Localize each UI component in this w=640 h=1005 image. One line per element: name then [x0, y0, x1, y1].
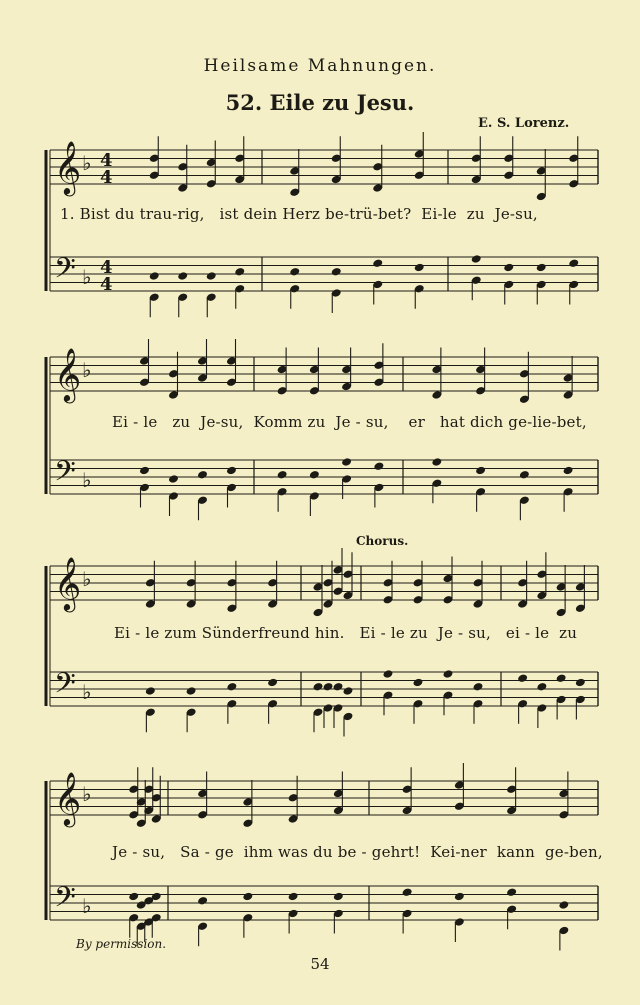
notehead — [234, 267, 245, 277]
notehead — [536, 263, 547, 273]
section-heading: Heilsame Mahnungen. — [203, 56, 437, 76]
flat-sign: ♭ — [82, 782, 92, 806]
lyric-line-2: Ei - le zu Je-su, Komm zu Je - su, er hat dich ge-lie-bet, — [112, 413, 587, 431]
treble-clef: 𝄞 — [54, 556, 82, 610]
bass-clef: 𝄢 — [54, 455, 76, 495]
notehead — [309, 470, 320, 480]
composer-credit: E. S. Lorenz. — [478, 116, 570, 131]
hymn-title: 52. Eile zu Jesu. — [225, 90, 415, 115]
notehead — [242, 892, 253, 902]
notehead — [139, 466, 150, 476]
flat-sign: ♭ — [82, 358, 92, 382]
lyric-line-4: Je - su, Sa - ge ihm was du be - gehrt! Kei-ner kann ge-ben, — [112, 843, 603, 861]
notehead — [267, 678, 278, 688]
notehead — [575, 678, 586, 688]
notehead — [558, 900, 569, 910]
notehead — [413, 678, 424, 688]
time-signature-bottom: 4 — [100, 274, 113, 295]
notehead — [373, 461, 384, 471]
time-signature-bottom: 4 — [100, 167, 113, 188]
notehead — [402, 887, 413, 897]
treble-clef: 𝄞 — [54, 347, 82, 401]
notehead — [519, 470, 530, 480]
time-signature-top: 4 — [100, 150, 113, 171]
notehead — [177, 271, 188, 281]
page-number: 54 — [310, 955, 330, 973]
treble-clef: 𝄞 — [54, 140, 82, 194]
notehead — [473, 682, 484, 692]
flat-sign: ♭ — [82, 894, 92, 918]
notehead — [197, 470, 208, 480]
lyric-line-1: 1. Bist du trau-rig, ist dein Herz be-trü-bet? Ei-le zu Je-su, — [60, 205, 538, 223]
notehead — [186, 686, 197, 696]
lyric-line-3: Ei - le zum Sünderfreund hin. Ei - le zu Je - su, ei - le zu — [114, 624, 578, 642]
notehead — [383, 669, 394, 679]
notehead — [226, 466, 237, 476]
notehead — [149, 271, 160, 281]
time-signature-top: 4 — [100, 257, 113, 278]
notehead — [289, 267, 300, 277]
notehead — [341, 457, 352, 467]
bass-clef: 𝄢 — [54, 252, 76, 292]
notehead — [536, 682, 547, 692]
notehead — [197, 896, 208, 906]
notehead — [475, 466, 486, 476]
notehead — [128, 892, 139, 902]
notehead — [277, 470, 288, 480]
flat-sign: ♭ — [82, 151, 92, 175]
chorus-label: Chorus. — [356, 534, 409, 548]
notehead — [313, 682, 324, 692]
flat-sign: ♭ — [82, 567, 92, 591]
notehead — [168, 474, 179, 484]
notehead — [563, 466, 574, 476]
bass-clef: 𝄢 — [54, 881, 76, 921]
notehead — [517, 673, 528, 683]
notehead — [568, 258, 579, 268]
treble-clef: 𝄞 — [54, 771, 82, 825]
notehead — [331, 267, 342, 277]
notehead — [343, 686, 354, 696]
notehead — [226, 682, 237, 692]
notehead — [503, 263, 514, 273]
notehead — [443, 669, 454, 679]
notehead — [414, 263, 425, 273]
permission-footnote: By permission. — [76, 937, 167, 951]
notehead — [323, 682, 334, 692]
notehead — [206, 271, 217, 281]
notehead — [431, 457, 442, 467]
flat-sign: ♭ — [82, 468, 92, 492]
notehead — [454, 892, 465, 902]
notehead — [556, 673, 567, 683]
notehead — [506, 887, 517, 897]
notehead — [471, 254, 482, 264]
notehead — [333, 892, 344, 902]
notehead — [288, 892, 299, 902]
notehead — [333, 682, 344, 692]
notehead — [145, 686, 156, 696]
flat-sign: ♭ — [82, 680, 92, 704]
notehead — [372, 258, 383, 268]
flat-sign: ♭ — [82, 265, 92, 289]
bass-clef: 𝄢 — [54, 667, 76, 707]
